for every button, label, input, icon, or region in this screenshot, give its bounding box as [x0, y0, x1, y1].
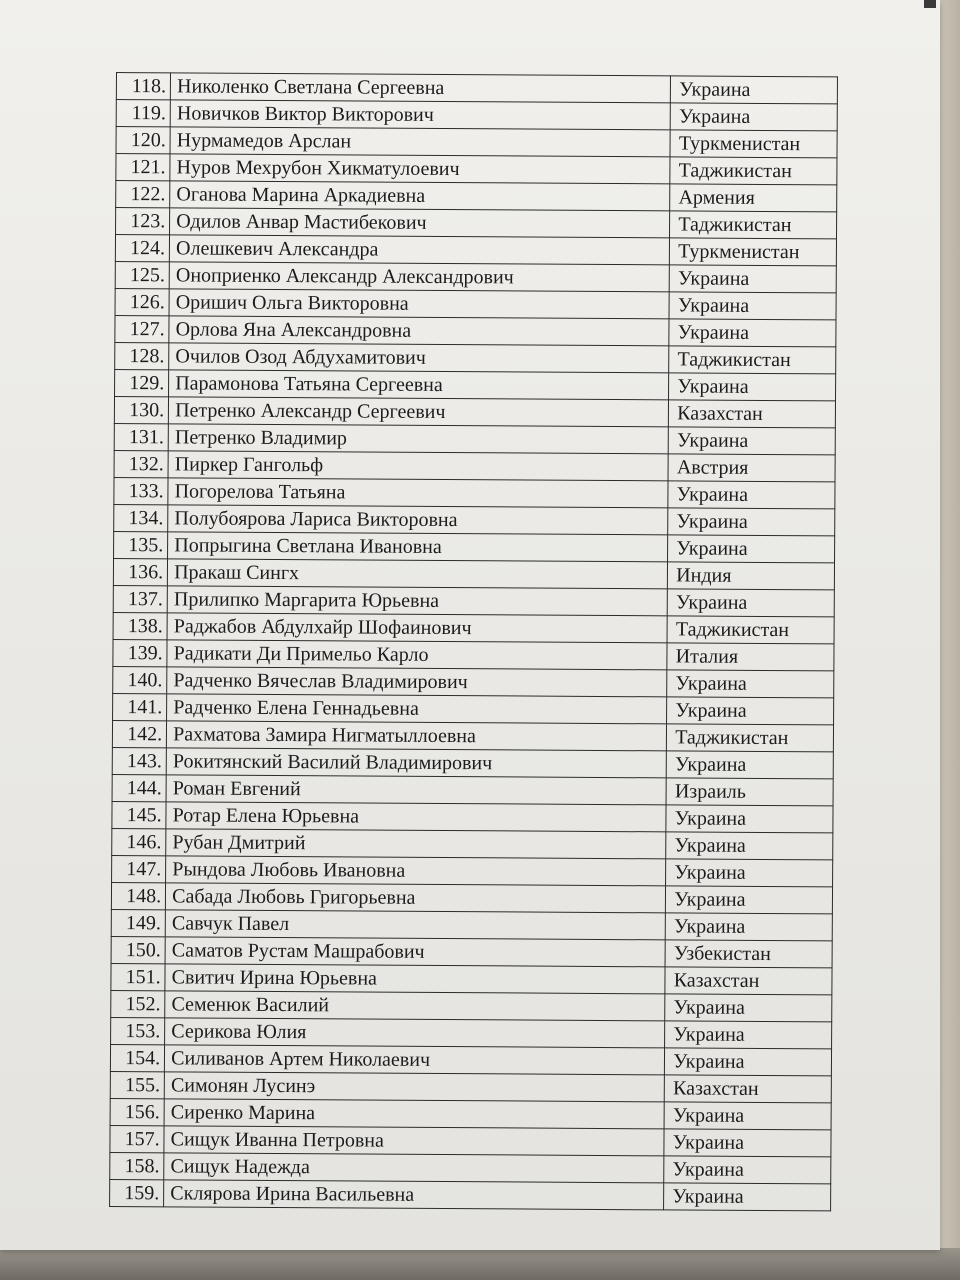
row-number: 153.: [111, 1017, 165, 1044]
person-name: Рубан Дмитрий: [166, 829, 666, 859]
table-row: [114, 396, 835, 427]
row-number: 143.: [112, 747, 166, 774]
country-name: Украина: [671, 76, 838, 104]
person-name: Полубоярова Лариса Викторовна: [168, 505, 668, 535]
person-name: Раджабов Абдулхайр Шофаинович: [167, 613, 667, 643]
person-name: Олешкевич Александра: [170, 235, 670, 265]
row-number: 135.: [114, 531, 168, 558]
row-number: 159.: [110, 1179, 164, 1206]
row-number: 125.: [115, 261, 169, 288]
country-name: Узбекистан: [665, 940, 832, 968]
table-row: [112, 855, 833, 886]
person-name: Орлова Яна Александровна: [169, 316, 669, 346]
country-name: Украина: [666, 859, 833, 887]
person-name: Парамонова Татьяна Сергеевна: [169, 370, 669, 400]
country-name: Армения: [670, 184, 837, 212]
row-number: 142.: [112, 720, 166, 747]
person-name: Рындова Любовь Ивановна: [166, 856, 666, 886]
row-number: 141.: [113, 693, 167, 720]
person-name: Очилов Озод Абдухамитович: [169, 343, 669, 373]
person-name: Рокитянский Василий Владимирович: [166, 748, 666, 778]
row-number: 145.: [112, 801, 166, 828]
country-name: Украина: [669, 292, 836, 320]
country-name: Украина: [669, 319, 836, 347]
row-number: 150.: [111, 936, 165, 963]
table-row: [115, 288, 836, 319]
table-row: [110, 1044, 831, 1075]
country-name: Украина: [669, 265, 836, 293]
row-number: 158.: [110, 1152, 164, 1179]
table-row: [116, 181, 837, 212]
country-name: Таджикистан: [670, 211, 837, 239]
table-row: [111, 990, 832, 1021]
participants-table: [109, 72, 838, 1211]
table-row: [114, 423, 835, 454]
row-number: 121.: [116, 154, 170, 181]
person-name: Оришич Ольга Викторовна: [169, 289, 669, 319]
table-row: [111, 909, 832, 940]
row-number: 122.: [116, 181, 170, 208]
row-number: 137.: [113, 585, 167, 612]
country-name: Таджикистан: [667, 724, 834, 752]
country-name: Украина: [668, 481, 835, 509]
table-row: [113, 666, 834, 697]
person-name: Сабада Любовь Григорьевна: [166, 883, 666, 913]
row-number: 148.: [111, 882, 165, 909]
table-row: [115, 369, 836, 400]
row-number: 138.: [113, 612, 167, 639]
person-name: Радченко Вячеслав Владимирович: [167, 667, 667, 697]
country-name: Украина: [666, 832, 833, 860]
person-name: Ротар Елена Юрьевна: [166, 802, 666, 832]
country-name: Казахстан: [665, 967, 832, 995]
corner-mark: [924, 0, 936, 8]
row-number: 118.: [116, 73, 170, 100]
table-row: [110, 1152, 831, 1183]
row-number: 146.: [112, 828, 166, 855]
row-number: 130.: [114, 396, 168, 423]
country-name: Украина: [668, 427, 835, 455]
table-row: [115, 261, 836, 292]
person-name: Прилипко Маргарита Юрьевна: [167, 586, 667, 616]
table-row: [116, 100, 837, 131]
table-row: [110, 1098, 831, 1129]
country-name: Украина: [670, 103, 837, 131]
country-name: Украина: [668, 535, 835, 563]
person-name: Сиренко Марина: [164, 1099, 664, 1129]
row-number: 151.: [111, 963, 165, 990]
country-name: Украина: [666, 886, 833, 914]
person-name: Пракаш Сингх: [168, 559, 668, 589]
country-name: Украина: [664, 1156, 831, 1184]
country-name: Индия: [668, 562, 835, 590]
person-name: Оганова Марина Аркадиевна: [170, 181, 670, 211]
table-row: [113, 612, 834, 643]
row-number: 134.: [114, 504, 168, 531]
person-name: Свитич Ирина Юрьевна: [165, 964, 665, 994]
country-name: Украина: [667, 589, 834, 617]
table-row: [116, 154, 837, 185]
person-name: Роман Евгений: [166, 775, 666, 805]
person-name: Пиркер Гангольф: [168, 451, 668, 481]
person-name: Рахматова Замира Нигматыллоевна: [167, 721, 667, 751]
row-number: 124.: [115, 235, 169, 262]
table-row: [110, 1179, 831, 1210]
country-name: Таджикистан: [667, 616, 834, 644]
row-number: 152.: [111, 990, 165, 1017]
table-row: [112, 828, 833, 859]
table-row: [116, 208, 837, 239]
row-number: 139.: [113, 639, 167, 666]
row-number: 126.: [115, 288, 169, 315]
participants-table-body: [110, 73, 838, 1211]
person-name: Нуров Мехрубон Хикматулоевич: [170, 154, 670, 184]
table-row: [113, 558, 834, 589]
row-number: 149.: [111, 909, 165, 936]
country-name: Украина: [665, 1021, 832, 1049]
person-name: Николенко Светлана Сергеевна: [171, 73, 671, 103]
person-name: Симонян Лусинэ: [164, 1072, 664, 1102]
person-name: Попрыгина Светлана Ивановна: [168, 532, 668, 562]
country-name: Таджикистан: [669, 346, 836, 374]
table-row: [112, 747, 833, 778]
country-name: Украина: [664, 1102, 831, 1130]
row-number: 120.: [116, 127, 170, 154]
row-number: 156.: [110, 1098, 164, 1125]
row-number: 144.: [112, 774, 166, 801]
table-row: [111, 936, 832, 967]
row-number: 129.: [115, 369, 169, 396]
table-row: [113, 639, 834, 670]
row-number: 147.: [112, 855, 166, 882]
row-number: 155.: [110, 1071, 164, 1098]
table-row: [112, 801, 833, 832]
country-name: Украина: [665, 1048, 832, 1076]
person-name: Нурмамедов Арслан: [170, 127, 670, 157]
row-number: 140.: [113, 666, 167, 693]
row-number: 154.: [110, 1044, 164, 1071]
country-name: Таджикистан: [670, 157, 837, 185]
table-row: [113, 585, 834, 616]
country-name: Украина: [664, 1129, 831, 1157]
table-row: [115, 235, 836, 266]
row-number: 123.: [116, 208, 170, 235]
country-name: Украина: [665, 994, 832, 1022]
country-name: Украина: [667, 670, 834, 698]
table-row: [115, 315, 836, 346]
row-number: 119.: [116, 100, 170, 127]
desk-background-bottom: [0, 1248, 960, 1280]
row-number: 132.: [114, 450, 168, 477]
country-name: Украина: [667, 697, 834, 725]
table-row: [114, 504, 835, 535]
row-number: 131.: [114, 423, 168, 450]
table-row: [111, 1017, 832, 1048]
person-name: Радченко Елена Геннадьевна: [167, 694, 667, 724]
person-name: Оноприенко Александр Александрович: [169, 262, 669, 292]
country-name: Израиль: [666, 778, 833, 806]
country-name: Украина: [666, 805, 833, 833]
country-name: Туркменистан: [670, 238, 837, 266]
table-row: [110, 1071, 831, 1102]
table-row: [114, 477, 835, 508]
person-name: Радикати Ди Примельо Карло: [167, 640, 667, 670]
country-name: Украина: [666, 751, 833, 779]
table-row: [112, 720, 833, 751]
person-name: Силиванов Артем Николаевич: [165, 1045, 665, 1075]
table-row: [110, 1125, 831, 1156]
table-row: [111, 882, 832, 913]
person-name: Новичков Виктор Викторович: [170, 100, 670, 130]
person-name: Савчук Павел: [165, 910, 665, 940]
row-number: 127.: [115, 315, 169, 342]
country-name: Украина: [664, 1183, 831, 1211]
person-name: Петренко Александр Сергеевич: [169, 397, 669, 427]
person-name: Сищук Надежда: [164, 1153, 664, 1183]
person-name: Саматов Рустам Машрабович: [165, 937, 665, 967]
table-row: [113, 693, 834, 724]
table-row: [116, 73, 837, 104]
table-row: [112, 774, 833, 805]
row-number: 133.: [114, 477, 168, 504]
person-name: Склярова Ирина Васильевна: [164, 1180, 664, 1210]
person-name: Семенюк Василий: [165, 991, 665, 1021]
country-name: Туркменистан: [670, 130, 837, 158]
table-row: [111, 963, 832, 994]
country-name: Украина: [665, 913, 832, 941]
row-number: 157.: [110, 1125, 164, 1152]
table-row: [114, 531, 835, 562]
person-name: Сищук Иванна Петровна: [164, 1126, 664, 1156]
person-name: Погорелова Татьяна: [168, 478, 668, 508]
country-name: Украина: [669, 373, 836, 401]
person-name: Одилов Анвар Мастибекович: [170, 208, 670, 238]
country-name: Украина: [668, 508, 835, 536]
table-row: [115, 342, 836, 373]
country-name: Италия: [667, 643, 834, 671]
country-name: Казахстан: [669, 400, 836, 428]
table-row: [114, 450, 835, 481]
table-row: [116, 127, 837, 158]
row-number: 128.: [115, 342, 169, 369]
country-name: Австрия: [668, 454, 835, 482]
person-name: Серикова Юлия: [165, 1018, 665, 1048]
row-number: 136.: [113, 558, 167, 585]
person-name: Петренко Владимир: [168, 424, 668, 454]
country-name: Казахстан: [665, 1075, 832, 1103]
